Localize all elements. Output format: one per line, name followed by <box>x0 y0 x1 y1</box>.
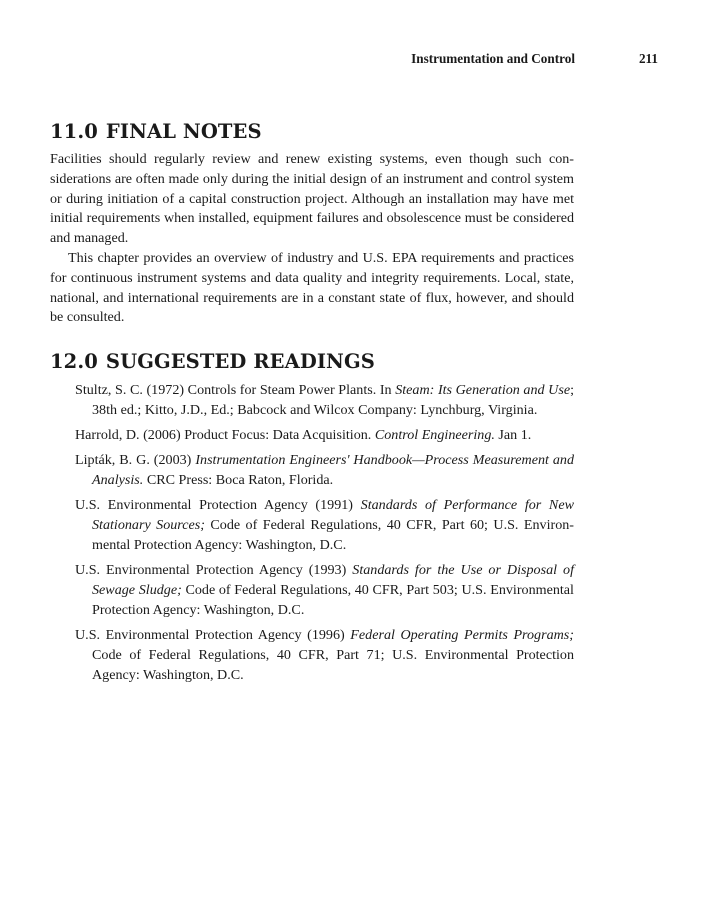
reference-list <box>50 381 574 691</box>
reference-item <box>50 381 574 421</box>
reference-item <box>50 426 574 446</box>
reference-title: Federal Operating Permits Programs; <box>350 627 574 644</box>
section-heading-suggested-readings <box>50 350 375 373</box>
paragraph: Facilities should regularly review and renew existing systems, even though such considerations are often made only during the initial design of an instrument and control system or during initiation of a capital construction project. Although an installation may have met initial requirements when installed, equipment failures and obsolescence must be considered and managed. <box>50 151 574 247</box>
reference-pre: U.S. Environmental Protection Agency (1991) <box>75 497 361 514</box>
reference-title: Standards for the Use or Disposal of Sewage Sludge; <box>92 562 574 599</box>
section-number: 11.0 <box>50 120 98 143</box>
reference-item <box>50 561 574 620</box>
reference-post: ; 38th ed.; Kitto, J.D., Ed.; Babcock and Wilcox Company: Lynchburg, Virginia. <box>92 382 574 418</box>
final-notes-body <box>50 150 574 328</box>
reference-pre: Lipták, B. G. (2003) <box>75 452 196 469</box>
reference-item <box>50 626 574 685</box>
section-title: FINAL NOTES <box>105 120 262 143</box>
reference-title: Steam: Its Generation and Use <box>395 382 571 398</box>
reference-post: Code of Federal Regulations, 40 CFR, Part 503; U.S. Environmental Protection Agency: Washington, D.C. <box>92 582 574 618</box>
reference-item <box>50 496 574 555</box>
running-header <box>50 51 658 69</box>
reference-post: Code of Federal Regulations, 40 CFR, Part 60; U.S. Environmental Protection Agency: Washington, D.C. <box>92 517 574 554</box>
section-number: 12.0 <box>50 350 98 373</box>
reference-post: Jan 1. <box>494 427 532 444</box>
reference-pre: U.S. Environmental Protection Agency (1996) <box>75 627 351 644</box>
reference-title: Instrumentation Engineers' Handbook—Process Measurement and Analysis. <box>92 452 575 489</box>
reference-pre: Harrold, D. (2006) Product Focus: Data Acquisition. <box>75 427 375 444</box>
reference-pre: U.S. Environmental Protection Agency (1993) <box>75 562 353 579</box>
reference-title: Control Engineering. <box>374 427 495 444</box>
page-number: 211 <box>638 51 658 66</box>
section-heading-final-notes <box>50 120 262 143</box>
reference-pre: Stultz, S. C. (1972) Controls for Steam Power Plants. In <box>75 382 396 398</box>
reference-post: CRC Press: Boca Raton, Florida. <box>143 472 334 489</box>
running-title: Instrumentation and Control <box>411 51 575 66</box>
reference-item <box>50 451 574 491</box>
section-title: SUGGESTED READINGS <box>105 350 375 373</box>
reference-post: Code of Federal Regulations, 40 CFR, Part 71; U.S. Environmental Protection Agency: Washington, D.C. <box>92 647 574 683</box>
reference-title: Standards of Performance for New Stationary Sources; <box>92 497 574 534</box>
paragraph: This chapter provides an overview of industry and U.S. EPA requirements and practices for continuous instrument systems and data quality and integrity requirements. Local, state, national, and international requirements are in a constant state of flux, however, and should be consulted. <box>50 249 574 326</box>
